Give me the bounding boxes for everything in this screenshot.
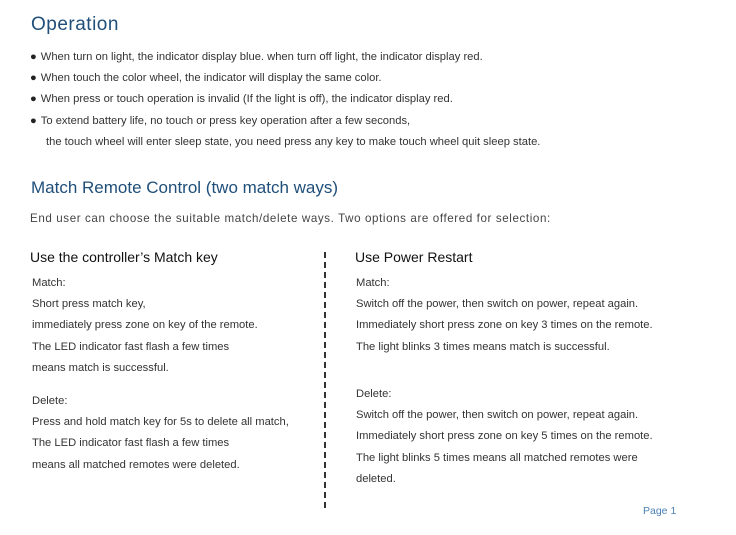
step-line: The light blinks 3 times means match is successful. (356, 340, 610, 353)
operation-bullet-list (30, 47, 540, 153)
step-line: Switch off the power, then switch on power, repeat again. (356, 409, 639, 422)
step-line: Delete: (32, 395, 68, 407)
match-key-match-steps (32, 273, 258, 379)
step-line: The LED indicator fast flash a few times (32, 340, 230, 353)
bullet-text: When turn on light, the indicator display blue. when turn off light, the indicator display red. (40, 51, 483, 63)
operation-heading: Operation (31, 14, 119, 35)
step-line: Delete: (356, 388, 392, 400)
bullet-dot-icon: ● (30, 114, 37, 127)
bullet-text: When press or touch operation is invalid (If the light is off), the indicator display red. (40, 93, 453, 106)
bullet-dot-icon: ● (30, 51, 37, 63)
bullet-item (30, 111, 540, 153)
step-line: Match: (356, 277, 390, 289)
bullet-text: To extend battery life, no touch or press key operation after a few seconds, (40, 114, 411, 127)
page-number: Page 1 (643, 505, 677, 517)
bullet-item (30, 47, 540, 68)
column-divider (324, 252, 326, 508)
bullet-dot-icon: ● (30, 72, 37, 85)
match-remote-heading: Match Remote Control (two match ways) (31, 178, 339, 197)
step-line: immediately press zone on key of the remote. (32, 319, 258, 332)
match-key-delete-steps (32, 391, 289, 476)
step-line: Short press match key, (32, 298, 146, 311)
bullet-item (30, 89, 540, 110)
power-restart-column-title: Use Power Restart (355, 249, 473, 265)
match-key-column-title: Use the controller’s Match key (30, 249, 218, 265)
step-line: Press and hold match key for 5s to delete all match, (32, 416, 289, 429)
bullet-item (30, 68, 540, 89)
bullet-continuation-text: the touch wheel will enter sleep state, you need press any key to make touch wheel quit sleep state. (46, 135, 541, 148)
step-line: Immediately short press zone on key 3 times on the remote. (356, 319, 653, 332)
power-restart-match-steps (356, 273, 653, 358)
bullet-text: When touch the color wheel, the indicator will display the same color. (40, 72, 382, 85)
step-line: Immediately short press zone on key 5 times on the remote. (356, 430, 653, 443)
step-line: means all matched remotes were deleted. (32, 458, 240, 471)
step-line: means match is successful. (32, 361, 169, 374)
bullet-dot-icon: ● (30, 93, 37, 106)
step-line: The LED indicator fast flash a few times (32, 437, 230, 450)
power-restart-delete-steps (356, 384, 653, 490)
step-line: deleted. (356, 472, 396, 485)
step-line: Switch off the power, then switch on power, repeat again. (356, 298, 639, 311)
step-line: The light blinks 5 times means all matched remotes were (356, 451, 638, 464)
match-intro-text: End user can choose the suitable match/delete ways. Two options are offered for selection: (30, 212, 551, 225)
step-line: Match: (32, 277, 66, 289)
